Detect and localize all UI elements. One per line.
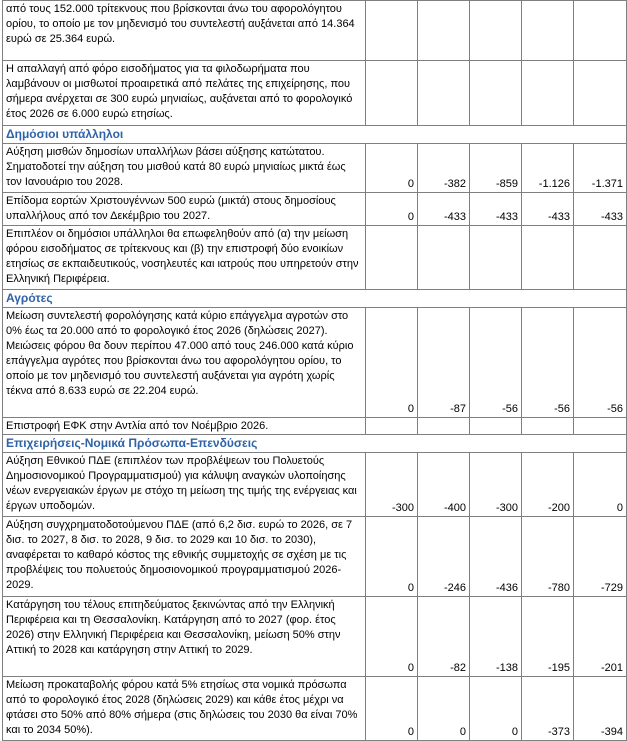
section-heading-row — [3, 435, 627, 453]
measure-description: Μείωση συντελεστή φορολόγησης κατά κύριο επάγγελμα αγροτών στο 0% έως τα 20.000 από το φορολογικό έτος 2026 (δηλώσεις 2027). Μειώσεις φόρου θα δουν περίπου 47.000 από τους 246.000 κατά κύριο επάγγελμα αγρότες που βρίσκονται άνω του αφορολόγητου ορίου, το οποίο με τον μηδενισμό του συντελεστή αυξάνεται για αγρότη χωρίς τέκνα από 8.633 ευρώ σε 22.204 ευρώ. — [3, 308, 366, 418]
value-cell — [418, 418, 470, 435]
value-cell: -433 — [470, 193, 522, 226]
section-heading: Δημόσιοι υπάλληλοι — [3, 126, 627, 144]
value-cell: -436 — [470, 517, 522, 597]
section-heading: Επιχειρήσεις-Νομικά Πρόσωπα-Επενδύσεις — [3, 435, 627, 453]
measure-description: από τους 152.000 τρίτεκνους που βρίσκονται άνω του αφορολόγητου ορίου, το οποίο με τον μηδενισμό του συντελεστή αυξάνεται από 14.364 ευρώ σε 25.364 ευρώ. — [3, 1, 366, 61]
table-row — [3, 144, 627, 193]
value-cell: -246 — [418, 517, 470, 597]
value-cell — [470, 226, 522, 290]
value-cell: -729 — [574, 517, 627, 597]
value-cell: -382 — [418, 144, 470, 193]
value-cell: 0 — [366, 517, 418, 597]
section-heading: Αγρότες — [3, 290, 627, 308]
value-cell: -1.126 — [522, 144, 574, 193]
table-row — [3, 61, 627, 126]
measure-description: Αύξηση μισθών δημοσίων υπαλλήλων βάσει αύξησης κατώτατου. Σηματοδοτεί την αύξηση του μισθού κατά 80 ευρώ μηνιαίως μικτά έως τον Ιανουάριο του 2028. — [3, 144, 366, 193]
measure-description: Μείωση προκαταβολής φόρου κατά 5% ετησίως στα νομικά πρόσωπα από το φορολογικό έτος 2028 (δηλώσεις 2029) και κάθε έτος μέχρι να φτάσει στο 50% από 80% σήμερα (στις δηλώσεις του 2030 θα είναι 70% και το 2034 50%). — [3, 677, 366, 741]
value-cell — [366, 418, 418, 435]
value-cell — [574, 61, 627, 126]
table-row — [3, 677, 627, 741]
value-cell — [366, 61, 418, 126]
value-cell: -394 — [574, 677, 627, 741]
value-cell — [522, 61, 574, 126]
measure-description: Κατάργηση του τέλους επιτηδεύματος ξεκινώντας από την Ελληνική Περιφέρεια και τη Θεσσαλονίκη. Κατάργηση από το 2027 (φορ. έτος 2026) στην Ελληνική Περιφέρεια και Θεσσαλονίκη, μείωση 50% στην Αττική το 2028 και κατάργηση στην Αττική το 2029. — [3, 597, 366, 677]
value-cell — [418, 61, 470, 126]
value-cell: -780 — [522, 517, 574, 597]
value-cell: -82 — [418, 597, 470, 677]
measure-description: Η απαλλαγή από φόρο εισοδήματος για τα φιλοδωρήματα που λαμβάνουν οι μισθωτοί προαιρετικά από πελάτες της επιχείρησης, που σήμερα ανέρχεται σε 300 ευρώ μηνιαίως, αυξάνεται από το φορολογικό έτος 2026 σε 6.000 ευρώ ετησίως. — [3, 61, 366, 126]
value-cell — [366, 226, 418, 290]
value-cell — [522, 418, 574, 435]
value-cell — [470, 61, 522, 126]
value-cell: -400 — [418, 453, 470, 517]
value-cell: -859 — [470, 144, 522, 193]
measure-description: Αύξηση Εθνικού ΠΔΕ (επιπλέον των προβλέψεων του Πολυετούς Δημοσιονομικού Προγραμματισμού) για κάλυψη αναγκών υλοποίησης νέων ενεργειακών έργων με στόχο τη μείωση της τιμής της ενέργειας και έργων υποδομών. — [3, 453, 366, 517]
measure-description: Επιστροφή ΕΦΚ στην Αντλία από τον Νοέμβριο 2026. — [3, 418, 366, 435]
value-cell: 0 — [366, 144, 418, 193]
measure-description: Επίδομα εορτών Χριστουγέννων 500 ευρώ (μικτά) στους δημοσίους υπαλλήλους από τον Δεκέμβριο του 2027. — [3, 193, 366, 226]
measure-description: Επιπλέον οι δημόσιοι υπάλληλοι θα επωφεληθούν από (α) την μείωση φόρου εισοδήματος σε τρίτεκνους και (β) την επιστροφή δύο ενοικίων ετησίως σε εκπαιδευτικούς, νοσηλευτές και ιατρούς που υπηρετούν στην Ελληνική Περιφέρεια. — [3, 226, 366, 290]
value-cell — [470, 418, 522, 435]
value-cell: 0 — [366, 308, 418, 418]
table-row — [3, 517, 627, 597]
value-cell — [574, 226, 627, 290]
value-cell — [366, 1, 418, 61]
value-cell: -56 — [470, 308, 522, 418]
value-cell: -56 — [522, 308, 574, 418]
value-cell: 0 — [366, 597, 418, 677]
value-cell — [574, 1, 627, 61]
table-row — [3, 597, 627, 677]
value-cell: -373 — [522, 677, 574, 741]
table-row — [3, 226, 627, 290]
section-heading-row — [3, 290, 627, 308]
value-cell: 0 — [366, 677, 418, 741]
value-cell — [418, 1, 470, 61]
value-cell: -433 — [522, 193, 574, 226]
value-cell: 0 — [470, 677, 522, 741]
value-cell: -195 — [522, 597, 574, 677]
table-row — [3, 193, 627, 226]
value-cell: -87 — [418, 308, 470, 418]
value-cell — [470, 1, 522, 61]
value-cell — [522, 1, 574, 61]
table-row — [3, 453, 627, 517]
value-cell — [522, 226, 574, 290]
table-row — [3, 308, 627, 418]
value-cell: -433 — [418, 193, 470, 226]
table-row — [3, 418, 627, 435]
value-cell — [574, 418, 627, 435]
value-cell: 0 — [574, 453, 627, 517]
value-cell: 0 — [418, 677, 470, 741]
value-cell: 0 — [366, 193, 418, 226]
value-cell: -200 — [522, 453, 574, 517]
table-row — [3, 1, 627, 61]
section-heading-row — [3, 126, 627, 144]
measure-description: Αύξηση συγχρηματοδοτούμενου ΠΔΕ (από 6,2 δισ. ευρώ το 2026, σε 7 δισ. το 2027, 8 δισ. το 2028, 9 δισ. το 2029 και 10 δισ. το 2030), αναφέρεται το καθαρό κόστος της εθνικής συμμετοχής σε σχέση με τις προβλέψεις του πολυετούς δημοσιονομικού προγραμματισμού 2026-2029. — [3, 517, 366, 597]
value-cell: -1.371 — [574, 144, 627, 193]
value-cell: -300 — [470, 453, 522, 517]
value-cell: -201 — [574, 597, 627, 677]
measures-table — [2, 0, 627, 741]
value-cell: -300 — [366, 453, 418, 517]
value-cell — [418, 226, 470, 290]
value-cell: -433 — [574, 193, 627, 226]
value-cell: -56 — [574, 308, 627, 418]
value-cell: -138 — [470, 597, 522, 677]
